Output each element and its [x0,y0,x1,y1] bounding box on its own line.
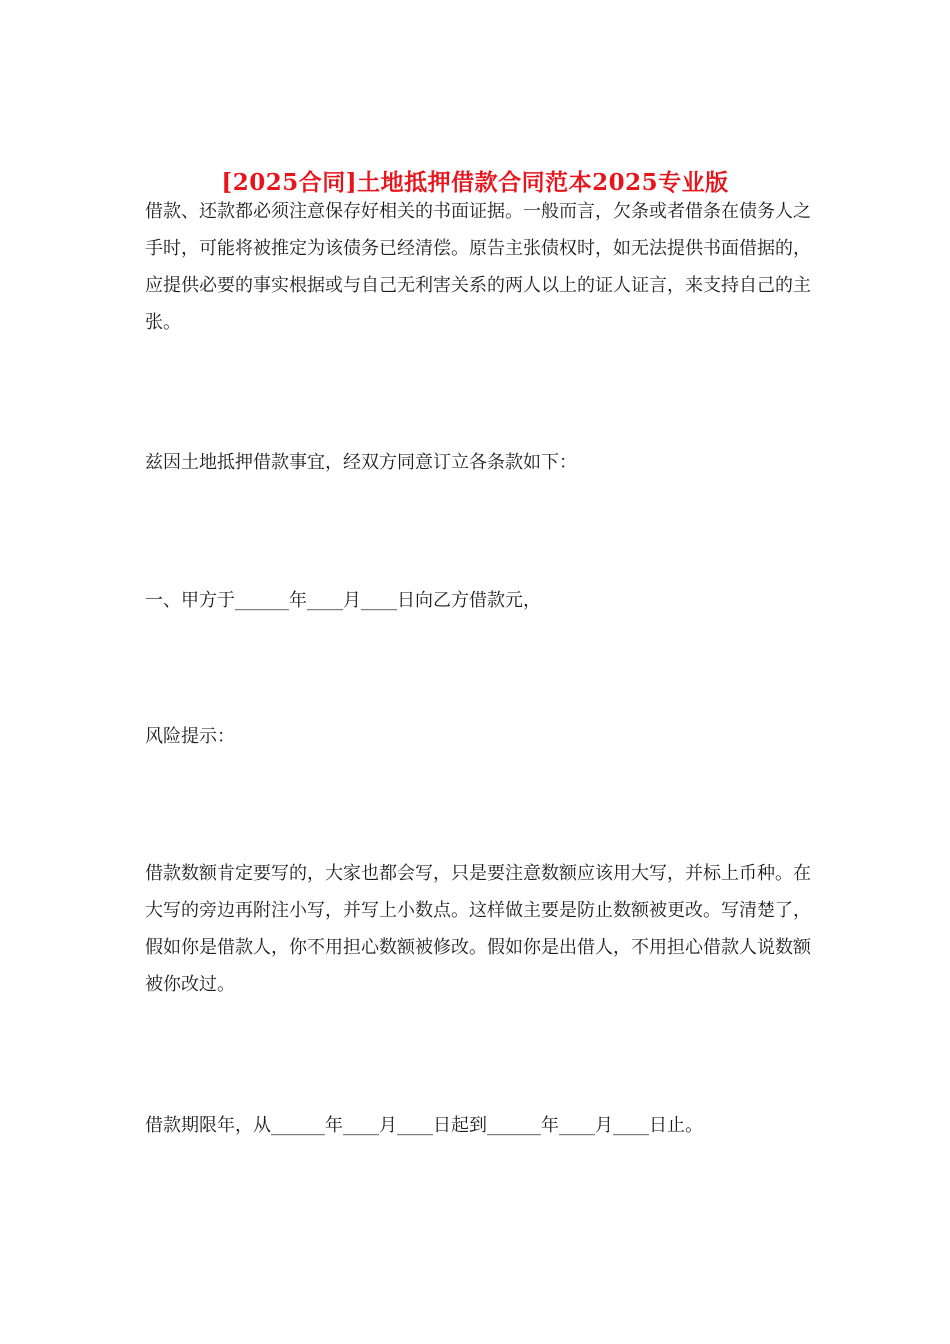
paragraph-loan-term: 借款期限年，从______年____月____日起到______年____月____日止。 [145,1115,703,1136]
paragraph-risk-heading: 风险提示： [145,726,235,747]
paragraph-evidence-notice: 借款、还款都必须注意保存好相关的书面证据。一般而言，欠条或者借条在债务人之手时，可能将被推定为该债务已经清偿。原告主张债权时，如无法提供书面借据的，应提供必要的事实根据或与自己无利害关系的两人以上的证人证言，来支持自己的主张。 [145,201,811,333]
document-title: [2025合同]土地抵押借款合同范本2025专业版 [221,169,729,197]
paragraph-agreement-intro: 兹因土地抵押借款事宜，经双方同意订立各条款如下： [145,452,577,473]
paragraph-clause-one: 一、甲方于______年____月____日向乙方借款元， [145,590,541,611]
paragraph-amount-advice: 借款数额肯定要写的，大家也都会写，只是要注意数额应该用大写，并标上币种。在大写的旁边再附注小写，并写上小数点。这样做主要是防止数额被更改。写清楚了，假如你是借款人，你不用担心数额被修改。假如你是出借人，不用担心借款人说数额被你改过。 [145,863,811,995]
